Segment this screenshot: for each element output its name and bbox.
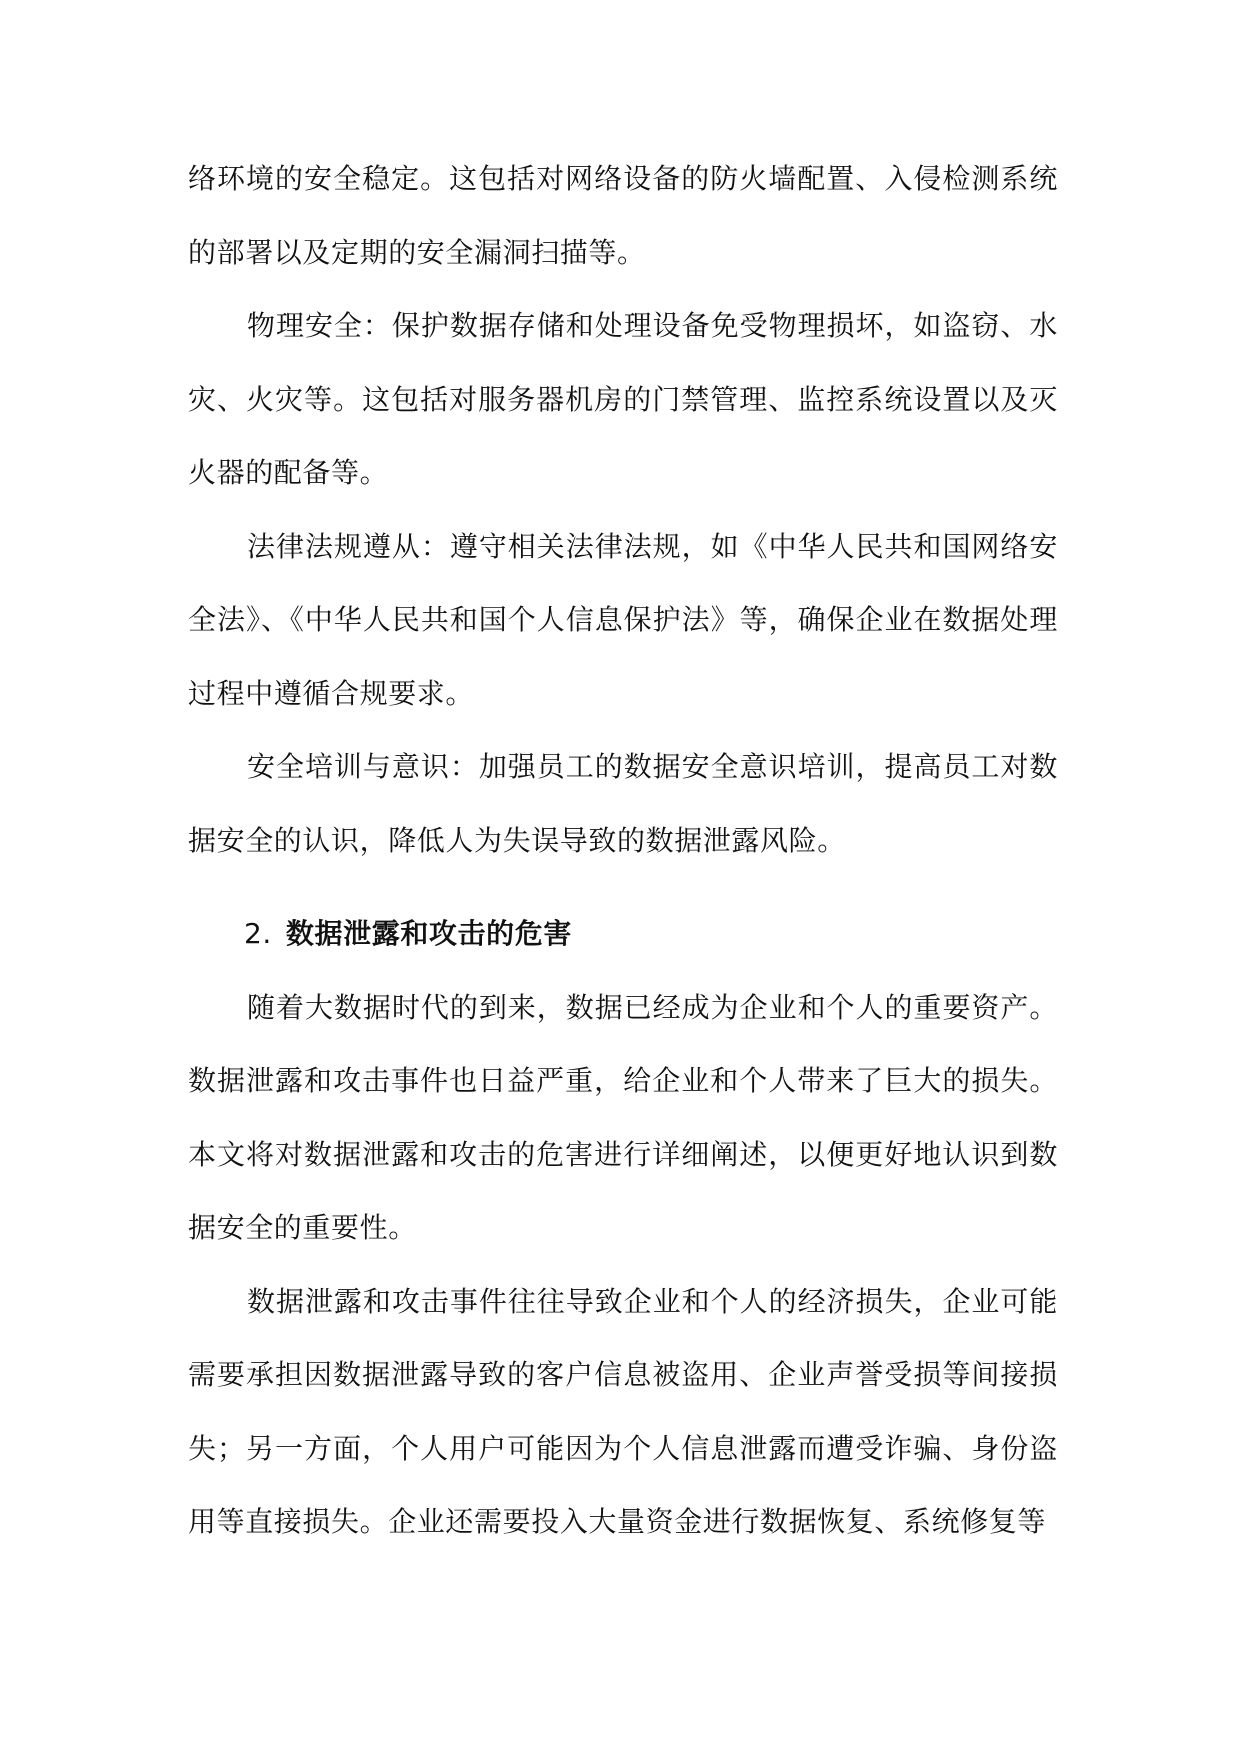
paragraph-economic-loss: 数据泄露和攻击事件往往导致企业和个人的经济损失，企业可能需要承担因数据泄露导致的客户信息被盗用、企业声誉受损等间接损失；另一方面，个人用户可能因为个人信息泄露而遭受诈骗、身份盗用等直接损失。企业还需要投入大量资金进行数据恢复、系统修复等: [188, 1284, 1058, 1538]
paragraph-network-security-continued: 络环境的安全稳定。这包括对网络设备的防火墙配置、入侵检测系统的部署以及定期的安全漏洞扫描等。: [188, 162, 1058, 269]
document-body: [188, 142, 1058, 1559]
section-number: 2.: [244, 917, 272, 950]
paragraph-legal-compliance: 法律法规遵从：遵守相关法律法规，如《中华人民共和国网络安全法》、《中华人民共和国个人信息保护法》等，确保企业在数据处理过程中遵循合规要求。: [188, 529, 1058, 710]
paragraph-physical-security: 物理安全：保护数据存储和处理设备免受物理损坏，如盗窃、水灾、火灾等。这包括对服务器机房的门禁管理、监控系统设置以及灭火器的配备等。: [188, 309, 1058, 489]
paragraph-big-data-intro: 随着大数据时代的到来，数据已经成为企业和个人的重要资产。数据泄露和攻击事件也日益严重，给企业和个人带来了巨大的损失。本文将对数据泄露和攻击的危害进行详细阐述，以便更好地认识到数据安全的重要性。: [188, 990, 1058, 1244]
section-heading: [188, 897, 1058, 971]
section-title: 数据泄露和攻击的危害: [285, 917, 572, 950]
paragraph-security-training: 安全培训与意识：加强员工的数据安全意识培训，提高员工对数据安全的认识，降低人为失误导致的数据泄露风险。: [188, 750, 1058, 857]
